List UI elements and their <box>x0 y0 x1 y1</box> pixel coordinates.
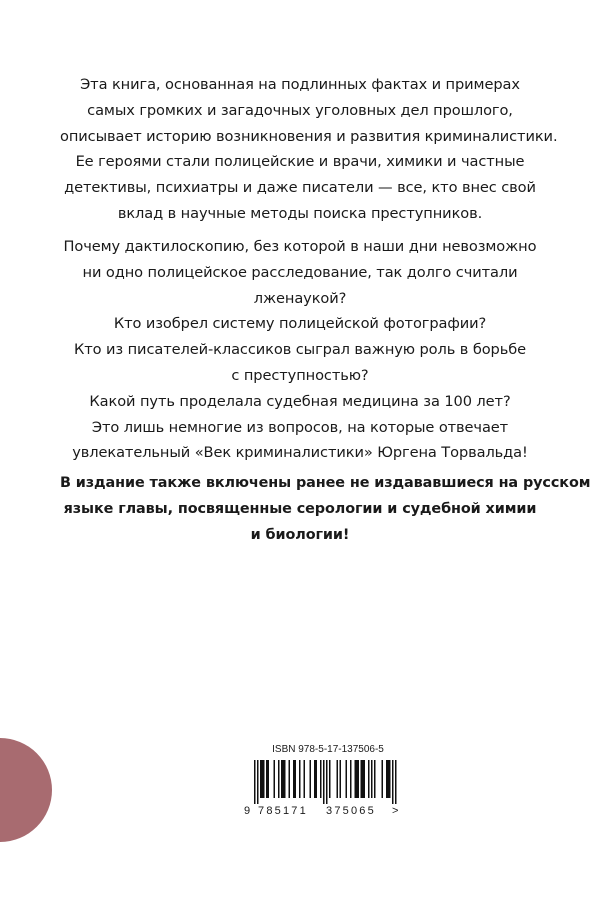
barcode-arrow: > <box>392 805 399 817</box>
barcode-bar <box>299 760 301 798</box>
text-line: Кто из писателей-классиков сыграл важную роль в борьбе <box>74 341 526 359</box>
text-line: и биологии! <box>250 527 350 543</box>
barcode-bar <box>362 760 364 798</box>
barcode-bar <box>323 760 325 804</box>
text-line: самых громких и загадочных уголовных дел прошлого, <box>87 101 513 119</box>
barcode-digits <box>244 804 404 818</box>
barcode-bar <box>260 760 262 798</box>
barcode-bar <box>382 760 384 798</box>
questions-paragraph <box>60 234 540 466</box>
barcode-bar <box>274 760 276 798</box>
barcode-bar <box>388 760 390 798</box>
text-line: Эта книга, основанная на подлинных фактах и примерах <box>80 76 520 93</box>
barcode-bar <box>266 760 268 798</box>
barcode-bar <box>314 760 316 798</box>
barcode-bar <box>278 760 280 798</box>
text-line: описывает историю возникновения и развития криминалистики. <box>60 127 558 145</box>
barcode-bar <box>386 760 388 798</box>
barcode-bar <box>329 760 331 798</box>
text-line: Какой путь проделала судебная медицина за 100 лет? <box>89 392 511 410</box>
barcode-bar <box>395 760 397 804</box>
barcode-bar <box>268 760 270 798</box>
barcode-bar <box>356 760 358 798</box>
decorative-circle <box>0 738 52 842</box>
barcode-bar <box>358 760 360 798</box>
barcode-first-digit: 9 <box>244 805 251 817</box>
barcode-bar <box>337 760 339 798</box>
barcode-left-group: 785171 <box>258 805 308 817</box>
barcode-bar <box>257 760 259 804</box>
bold-announcement <box>60 470 591 548</box>
text-line: ни одно полицейское расследование, так долго считали <box>82 263 518 281</box>
barcode-bar <box>283 760 285 798</box>
barcode-bar <box>262 760 264 798</box>
barcode-bar <box>346 760 348 798</box>
barcode-bar <box>316 760 318 798</box>
barcode-bar <box>295 760 297 798</box>
barcode-bar <box>371 760 373 798</box>
text-line: Почему дактилоскопию, без которой в наши дни невозможно <box>63 238 537 255</box>
text-line: Это лишь немногие из вопросов, на которые отвечает <box>91 418 509 436</box>
description-paragraph-1 <box>60 72 558 227</box>
barcode-bar <box>364 760 366 798</box>
barcode-bar <box>361 760 363 798</box>
barcode-bar <box>263 760 265 798</box>
barcode-bar <box>310 760 312 798</box>
barcode-bar <box>355 760 357 798</box>
barcode-bar <box>340 760 342 798</box>
barcode-bar <box>289 760 291 798</box>
isbn-barcode <box>244 744 404 818</box>
text-line: лженаукой? <box>253 289 347 307</box>
text-line: Ее героями стали полицейские и врачи, химики и частные <box>75 153 525 171</box>
text-line: Кто изобрел систему полицейской фотографии? <box>113 315 487 333</box>
barcode-bar <box>293 760 295 798</box>
barcode-bar <box>392 760 394 804</box>
barcode-bar <box>254 760 256 804</box>
barcode-bar <box>374 760 376 798</box>
text-line: детективы, психиатры и даже писатели — все, кто внес свой <box>64 179 536 197</box>
barcode-bar <box>389 760 391 798</box>
barcode-bar <box>284 760 286 798</box>
barcode-bar <box>326 760 328 804</box>
barcode-right-group: 375065 <box>326 805 376 817</box>
isbn-label: ISBN 978-5-17-137506-5 <box>272 744 384 755</box>
barcode-bar <box>320 760 322 798</box>
barcode-bar <box>350 760 352 798</box>
barcode-bar <box>304 760 306 798</box>
text-line: вклад в научные методы поиска преступников. <box>117 204 483 222</box>
text-line: языке главы, посвященные серологии и судебной химии <box>63 501 537 517</box>
barcode-bar <box>368 760 370 798</box>
text-line: увлекательный «Век криминалистики» Юргена Торвальда! <box>72 444 528 462</box>
barcode-bars <box>244 760 404 804</box>
barcode-bar <box>281 760 283 798</box>
text-line: В издание также включены ранее не издававшиеся на русском <box>60 475 591 491</box>
text-line: с преступностью? <box>231 366 369 384</box>
